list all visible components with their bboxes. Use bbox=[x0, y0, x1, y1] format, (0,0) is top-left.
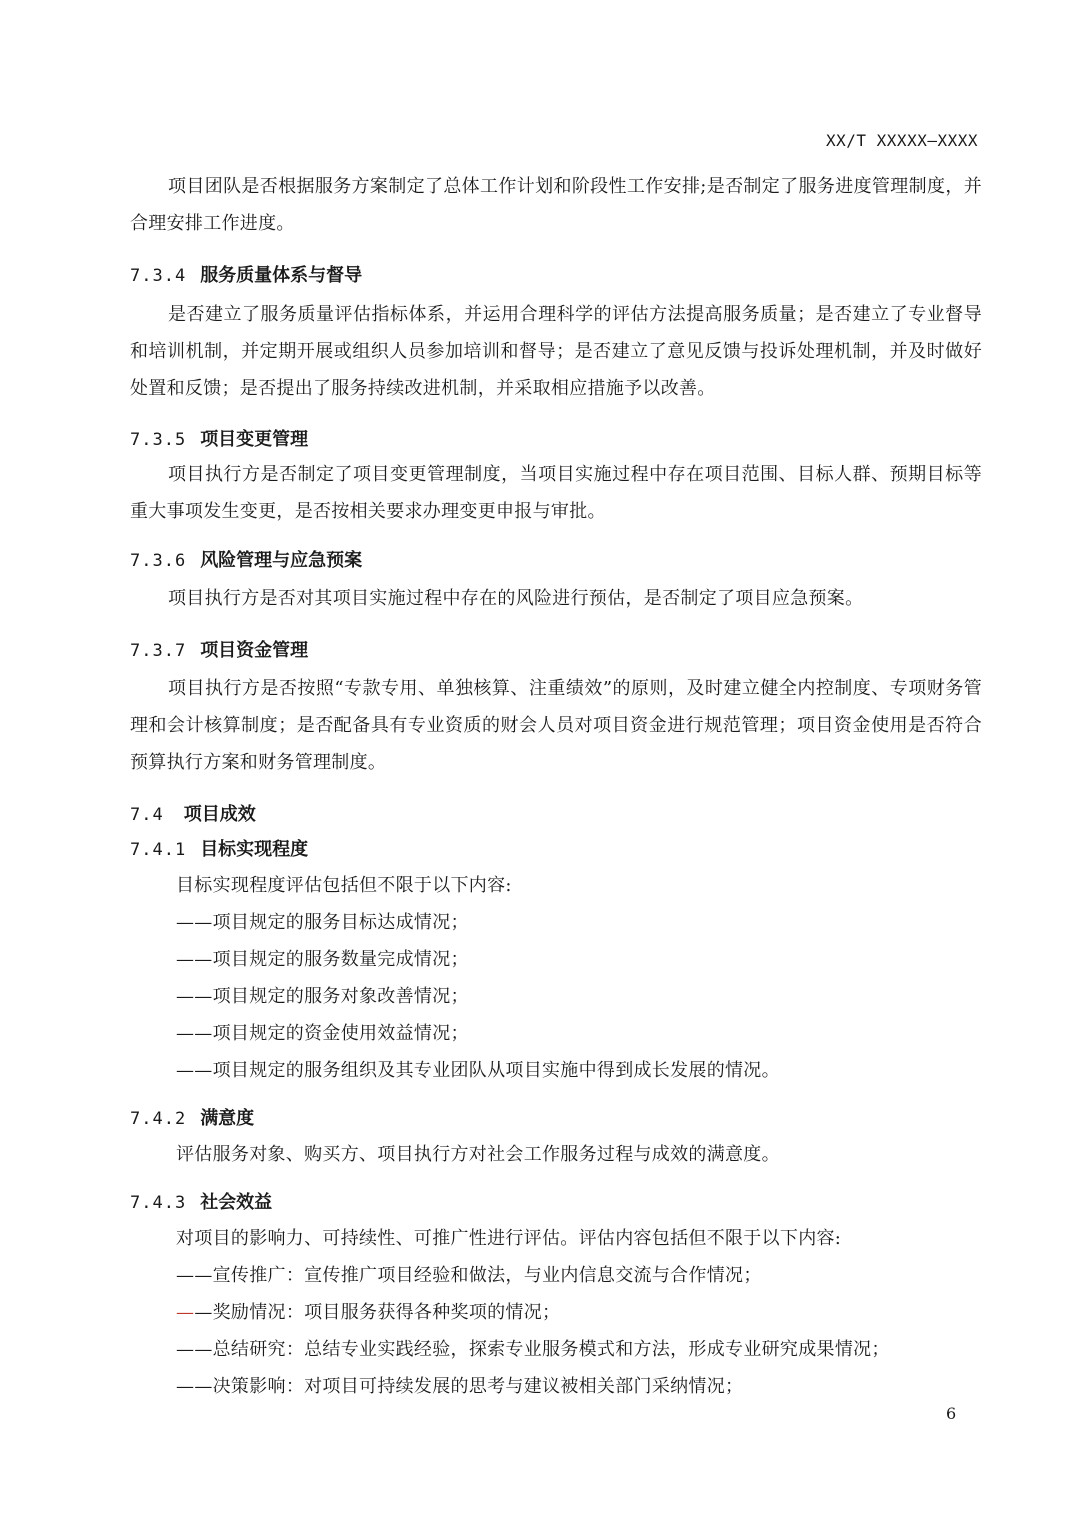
heading-7-3-5 bbox=[130, 428, 308, 452]
heading-7-3-6 bbox=[130, 549, 362, 573]
heading-title: 项目变更管理 bbox=[200, 429, 309, 450]
heading-title: 项目资金管理 bbox=[200, 640, 309, 661]
section-7-4-1-intro: 目标实现程度评估包括但不限于以下内容: bbox=[176, 875, 512, 896]
list-item bbox=[176, 1375, 743, 1399]
section-7-4-3-intro: 对项目的影响力、可持续性、可推广性进行评估。评估内容包括但不限于以下内容: bbox=[176, 1228, 842, 1249]
list-item-text: 宣传推广：宣传推广项目经验和做法，与业内信息交流与合作情况； bbox=[212, 1265, 762, 1286]
heading-title: 服务质量体系与督导 bbox=[200, 265, 363, 286]
heading-7-4-3 bbox=[130, 1191, 272, 1215]
section-7-3-6-body bbox=[0, 580, 1080, 617]
section-text: 项目执行方是否按照“专款专用、单独核算、注重绩效”的原则，及时建立健全内控制度、专项财务管理和会计核算制度；是否配备具有专业资质的财会人员对项目资金进行规范管理；项目资金使用是否符合预算执行方案和财务管理制度。 bbox=[130, 678, 982, 773]
list-item: ——项目规定的资金使用效益情况； bbox=[176, 1023, 469, 1044]
list-item bbox=[176, 1264, 762, 1288]
list-item-text: 总结研究：总结专业实践经验，探索专业服务模式和方法，形成专业研究成果情况； bbox=[212, 1339, 890, 1360]
section-7-3-5-body bbox=[0, 456, 1080, 530]
section-text: 项目执行方是否制定了项目变更管理制度，当项目实施过程中存在项目范围、目标人群、预期目标等重大事项发生变更，是否按相关要求办理变更申报与审批。 bbox=[130, 464, 982, 522]
intro-paragraph bbox=[0, 168, 1080, 242]
dash-prefix: —— bbox=[176, 1339, 213, 1360]
intro-text: 项目团队是否根据服务方案制定了总体工作计划和阶段性工作安排;是否制定了服务进度管理制度，并合理安排工作进度。 bbox=[130, 176, 982, 234]
list-item: ——项目规定的服务组织及其专业团队从项目实施中得到成长发展的情况。 bbox=[176, 1060, 780, 1081]
heading-number: 7.4.2 bbox=[130, 1109, 187, 1129]
list-item: ——项目规定的服务数量完成情况； bbox=[176, 949, 469, 970]
heading-number: 7.4.1 bbox=[130, 840, 187, 860]
heading-number: 7.4 bbox=[130, 805, 164, 825]
section-7-4-2-text: 评估服务对象、购买方、项目执行方对社会工作服务过程与成效的满意度。 bbox=[176, 1144, 780, 1165]
section-7-3-4-body bbox=[0, 296, 1080, 407]
heading-number: 7.3.5 bbox=[130, 430, 187, 450]
heading-7-4 bbox=[130, 803, 256, 827]
list-item: ——项目规定的服务目标达成情况； bbox=[176, 912, 469, 933]
heading-7-3-7 bbox=[130, 639, 308, 663]
standard-code-header: XX/T XXXXX—XXXX bbox=[826, 131, 978, 150]
heading-number: 7.4.3 bbox=[130, 1193, 187, 1213]
page-number: 6 bbox=[946, 1404, 957, 1423]
heading-title: 风险管理与应急预案 bbox=[200, 550, 363, 571]
heading-number: 7.3.6 bbox=[130, 551, 187, 571]
list-item-text: 决策影响：对项目可持续发展的思考与建议被相关部门采纳情况； bbox=[212, 1376, 744, 1397]
heading-number: 7.3.7 bbox=[130, 641, 187, 661]
heading-7-4-1 bbox=[130, 838, 308, 862]
list-item bbox=[176, 1338, 890, 1362]
section-7-3-7-body bbox=[0, 670, 1080, 781]
dash-prefix: —— bbox=[176, 1376, 213, 1397]
list-item: ——项目规定的服务对象改善情况； bbox=[176, 986, 469, 1007]
section-text: 项目执行方是否对其项目实施过程中存在的风险进行预估，是否制定了项目应急预案。 bbox=[168, 588, 864, 609]
heading-7-3-4 bbox=[130, 264, 362, 288]
section-text: 是否建立了服务质量评估指标体系，并运用合理科学的评估方法提高服务质量；是否建立了专业督导和培训机制，并定期开展或组织人员参加培训和督导；是否建立了意见反馈与投诉处理机制，并及时做好处置和反馈；是否提出了服务持续改进机制，并采取相应措施予以改善。 bbox=[130, 304, 982, 399]
dash-prefix: —— bbox=[176, 1302, 213, 1323]
list-item-text: 奖励情况：项目服务获得各种奖项的情况； bbox=[212, 1302, 561, 1323]
list-item bbox=[176, 1301, 560, 1325]
heading-title: 项目成效 bbox=[183, 804, 256, 825]
heading-title: 目标实现程度 bbox=[200, 839, 309, 860]
heading-7-4-2 bbox=[130, 1107, 254, 1131]
heading-title: 社会效益 bbox=[200, 1192, 273, 1213]
dash-prefix: —— bbox=[176, 1265, 213, 1286]
heading-number: 7.3.4 bbox=[130, 266, 187, 286]
heading-title: 满意度 bbox=[200, 1108, 255, 1129]
